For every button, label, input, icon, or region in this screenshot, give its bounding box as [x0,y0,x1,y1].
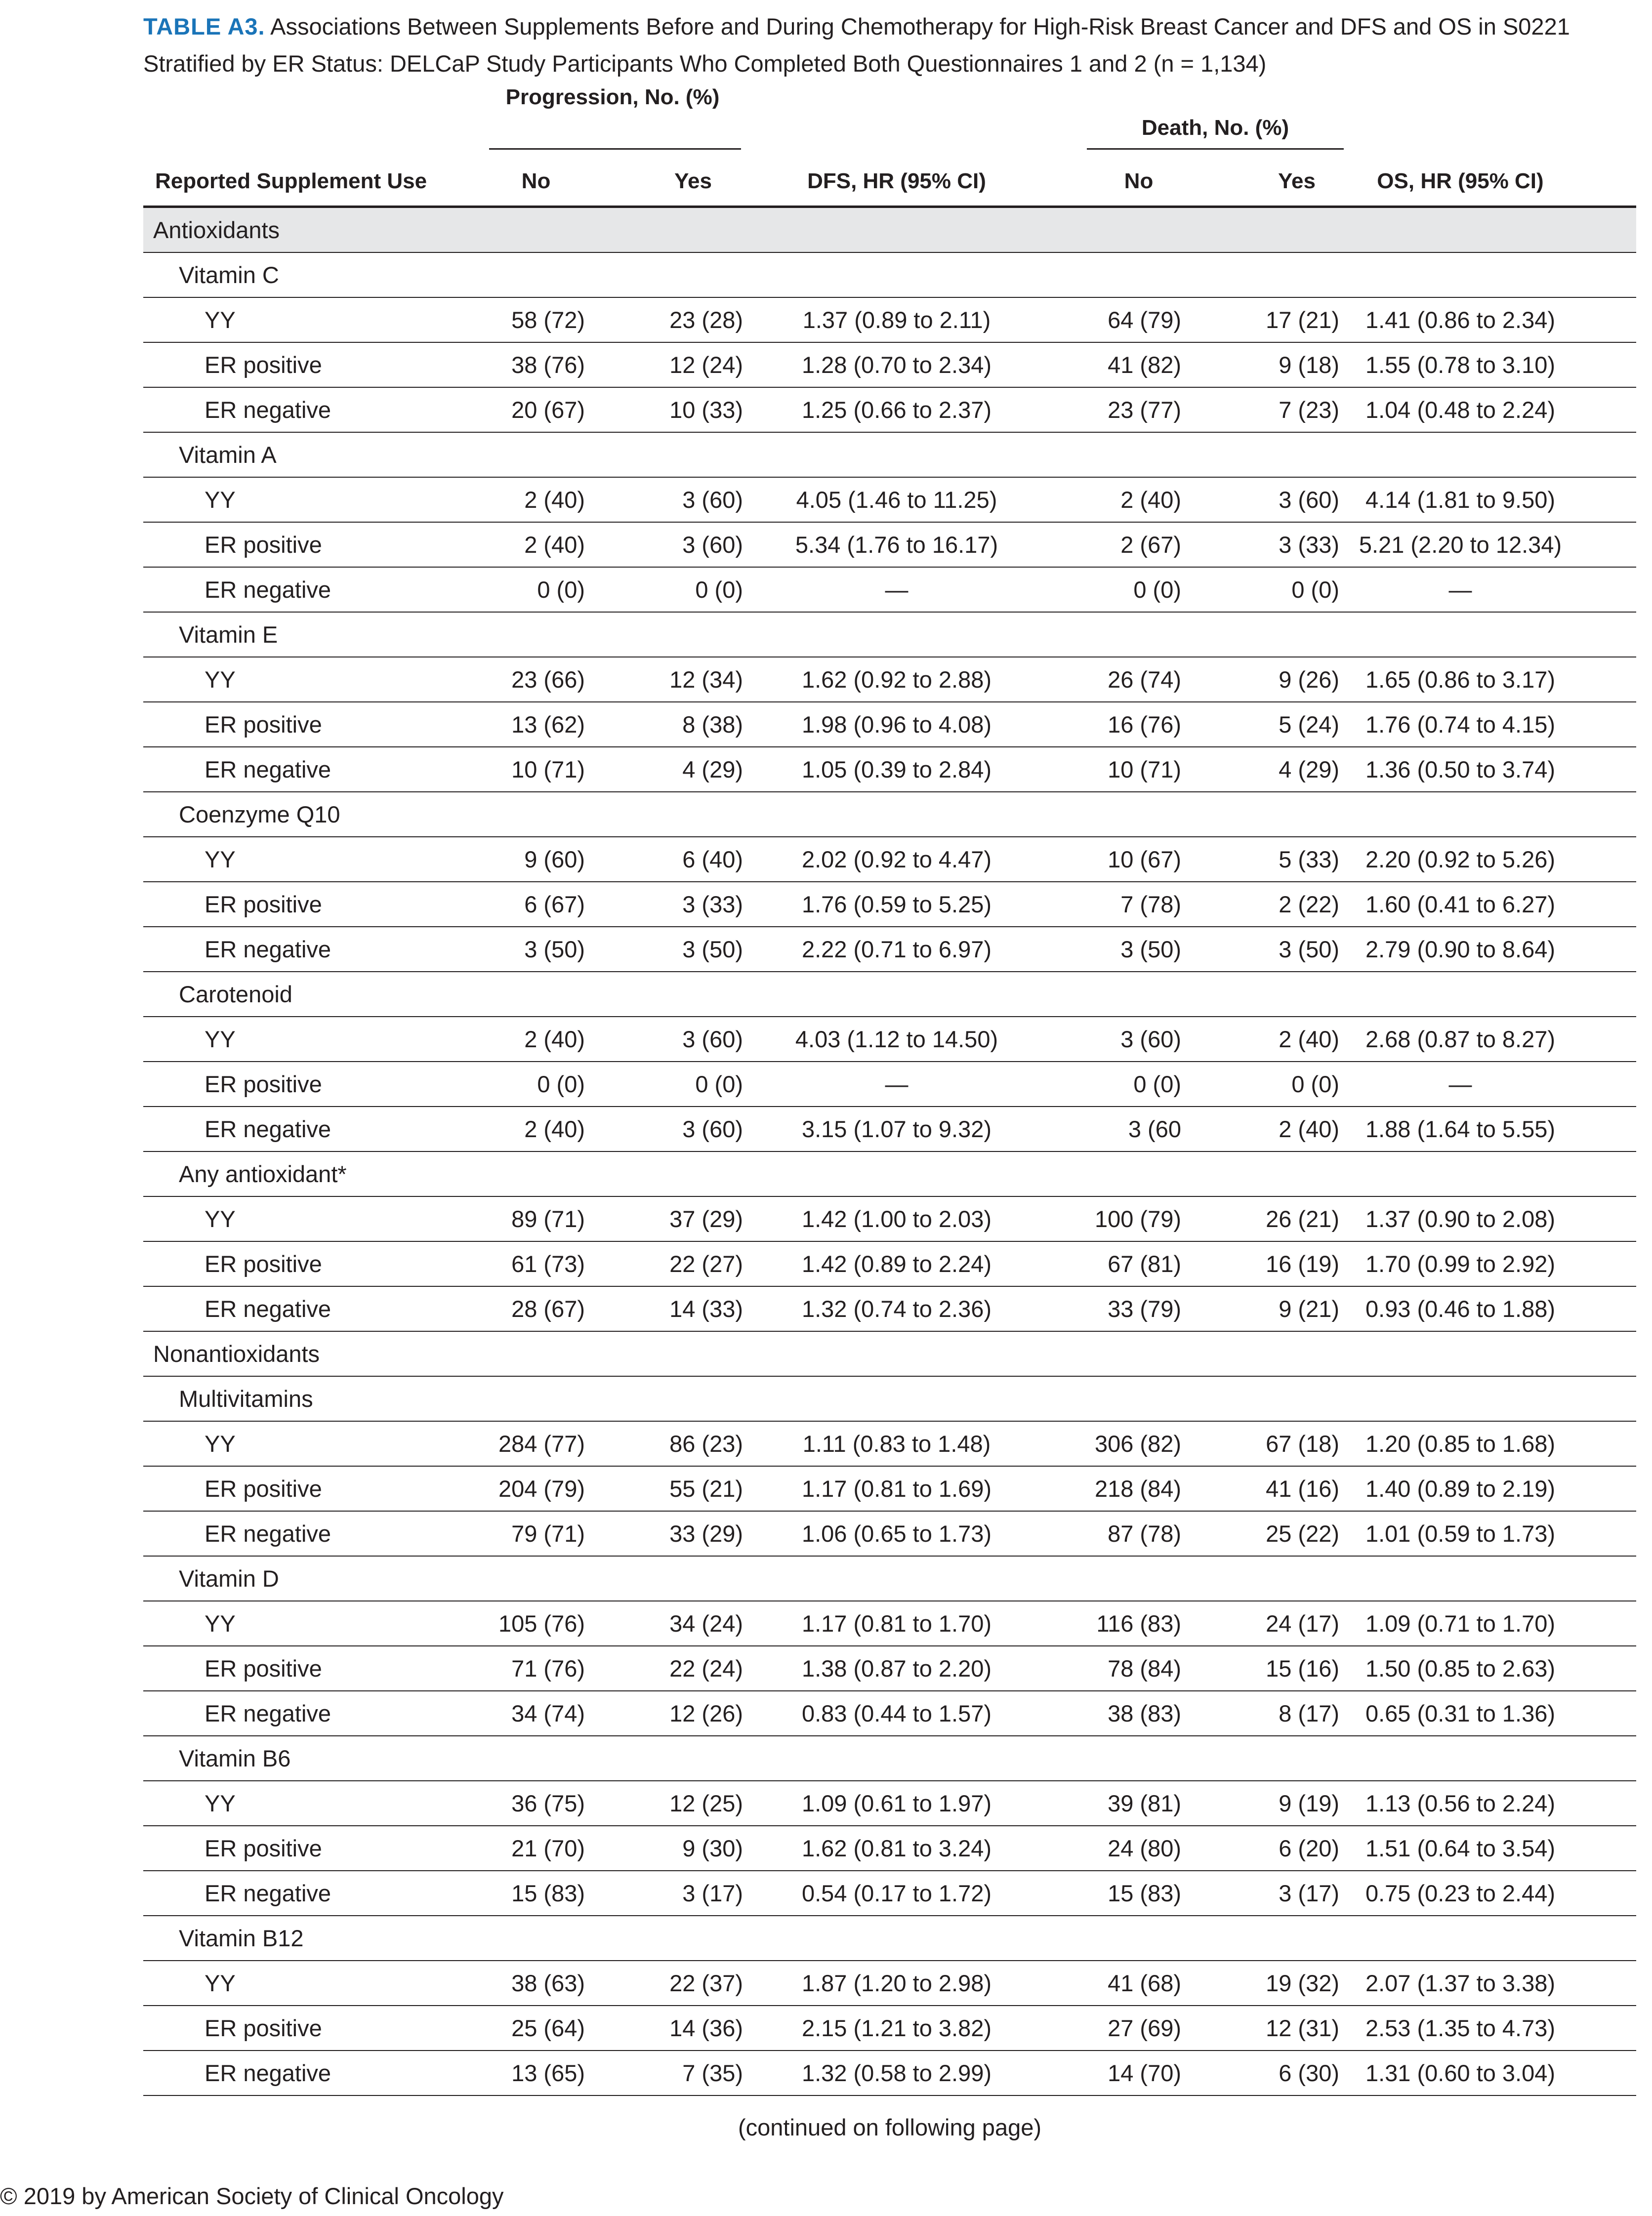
dfs-hr-cell: 0.54 (0.17 to 1.72) [801,1880,992,1906]
os-hr-cell: 1.09 (0.71 to 1.70) [1365,1610,1556,1637]
col-header-supplement: Reported Supplement Use [155,169,427,193]
os-hr-cell: 1.20 (0.85 to 1.68) [1365,1431,1556,1457]
dfs-hr-cell: 1.87 (1.20 to 2.98) [801,1970,992,1996]
death-yes-cell: 15 (16) [1266,1655,1339,1682]
table-row [143,1467,1636,1512]
progression-group-header: Progression, No. (%) [505,85,720,109]
row-label: ER negative [205,756,331,782]
table-row [143,523,1636,568]
table-row [143,2051,1636,2096]
progression-no-cell: 20 (67) [511,397,585,423]
progression-no-cell: 10 (71) [511,756,585,782]
table-section-row [143,208,1636,253]
death-yes-cell: 2 (40) [1279,1026,1339,1052]
progression-yes-cell: 12 (24) [669,352,743,378]
progression-yes-cell: 14 (33) [669,1296,743,1322]
dfs-hr-cell: 2.22 (0.71 to 6.97) [801,936,992,962]
table-row [143,882,1636,927]
progression-no-cell: 25 (64) [511,2015,585,2041]
os-hr-cell: 2.20 (0.92 to 5.26) [1365,846,1556,872]
dfs-hr-cell: 2.15 (1.21 to 3.82) [801,2015,992,2041]
progression-no-cell: 36 (75) [511,1790,585,1816]
progression-no-cell: 2 (40) [524,487,585,513]
row-label: YY [205,1431,236,1457]
death-yes-cell: 7 (23) [1279,397,1339,423]
row-label: Vitamin C [179,262,279,288]
copyright-footer: © 2019 by American Society of Clinical Oncology [0,2183,504,2209]
progression-yes-cell: 10 (33) [669,397,743,423]
death-no-cell: 306 (82) [1094,1431,1181,1457]
death-yes-cell: 9 (21) [1279,1296,1339,1322]
progression-no-cell: 61 (73) [511,1251,585,1277]
dfs-hr-cell: 4.03 (1.12 to 14.50) [795,1026,998,1052]
death-yes-cell: 24 (17) [1266,1610,1339,1637]
progression-no-cell: 2 (40) [524,1116,585,1142]
progression-no-cell: 204 (79) [498,1476,585,1502]
death-no-cell: 16 (76) [1108,711,1181,738]
progression-yes-cell: 7 (35) [682,2060,743,2086]
progression-yes-cell: 0 (0) [695,1071,743,1097]
table-row [143,568,1636,613]
row-label: ER negative [205,936,331,962]
table-row [143,1646,1636,1691]
table-group-row [143,1377,1636,1422]
table-row [143,343,1636,388]
table-row [143,478,1636,523]
row-label: Nonantioxidants [153,1341,320,1367]
death-yes-cell: 9 (18) [1279,352,1339,378]
table-group-row [143,433,1636,478]
os-hr-cell: 1.04 (0.48 to 2.24) [1365,397,1556,423]
progression-no-cell: 6 (67) [524,891,585,917]
progression-yes-cell: 22 (37) [669,1970,743,1996]
row-label: Carotenoid [179,981,292,1007]
os-hr-cell: 0.65 (0.31 to 1.36) [1365,1700,1556,1726]
progression-yes-cell: 55 (21) [669,1476,743,1502]
row-label: YY [205,307,236,333]
row-label: ER negative [205,1700,331,1726]
progression-yes-cell: 86 (23) [669,1431,743,1457]
death-yes-cell: 4 (29) [1279,756,1339,782]
progression-yes-cell: 8 (38) [682,711,743,738]
progression-no-cell: 89 (71) [511,1206,585,1232]
progression-no-cell: 38 (76) [511,352,585,378]
death-group-header: Death, No. (%) [1141,116,1289,140]
death-no-cell: 24 (80) [1108,1835,1181,1861]
table-row [143,1601,1636,1646]
progression-no-cell: 13 (62) [511,711,585,738]
continued-note: (continued on following page) [738,2114,1042,2140]
os-hr-cell: 1.60 (0.41 to 6.27) [1365,891,1556,917]
progression-no-cell: 23 (66) [511,666,585,693]
os-hr-cell: 2.79 (0.90 to 8.64) [1365,936,1556,962]
row-label: YY [205,1790,236,1816]
row-label: ER negative [205,1520,331,1547]
death-yes-cell: 8 (17) [1279,1700,1339,1726]
table-row [143,1871,1636,1916]
row-label: Vitamin B6 [179,1745,291,1771]
death-yes-cell: 17 (21) [1266,307,1339,333]
death-yes-cell: 2 (40) [1279,1116,1339,1142]
death-no-cell: 2 (40) [1120,487,1181,513]
table-row [143,657,1636,702]
progression-yes-cell: 3 (60) [682,487,743,513]
row-label: YY [205,487,236,513]
os-hr-cell: 4.14 (1.81 to 9.50) [1365,487,1556,513]
progression-no-cell: 284 (77) [498,1431,585,1457]
table-body [143,208,1636,2096]
os-hr-cell: — [1448,576,1472,603]
death-yes-cell: 16 (19) [1266,1251,1339,1277]
table-row [143,927,1636,972]
table-row [143,702,1636,747]
os-hr-cell: 5.21 (2.20 to 12.34) [1359,532,1562,558]
dfs-hr-cell: 2.02 (0.92 to 4.47) [801,846,992,872]
death-no-cell: 67 (81) [1108,1251,1181,1277]
os-hr-cell: — [1448,1071,1472,1097]
death-no-cell: 27 (69) [1108,2015,1181,2041]
death-no-cell: 2 (67) [1120,532,1181,558]
death-no-cell: 7 (78) [1120,891,1181,917]
dfs-hr-cell: 1.32 (0.58 to 2.99) [801,2060,992,2086]
dfs-hr-cell: 0.83 (0.44 to 1.57) [801,1700,992,1726]
death-no-cell: 39 (81) [1108,1790,1181,1816]
death-no-cell: 3 (60) [1120,1026,1181,1052]
progression-yes-cell: 3 (50) [682,936,743,962]
row-label: ER positive [205,1071,322,1097]
table-row [143,2006,1636,2051]
row-label: ER negative [205,397,331,423]
death-yes-cell: 9 (19) [1279,1790,1339,1816]
row-label: YY [205,666,236,693]
os-hr-cell: 1.55 (0.78 to 3.10) [1365,352,1556,378]
row-label: ER positive [205,1835,322,1861]
death-no-cell: 116 (83) [1096,1610,1181,1637]
row-label: ER negative [205,1116,331,1142]
death-no-cell: 41 (68) [1108,1970,1181,1996]
progression-yes-cell: 23 (28) [669,307,743,333]
dfs-hr-cell: — [885,1071,909,1097]
death-no-cell: 64 (79) [1108,307,1181,333]
table-row [143,1287,1636,1332]
row-label: Any antioxidant* [179,1161,347,1187]
row-label: YY [205,846,236,872]
row-label: Vitamin D [179,1565,279,1592]
dfs-hr-cell: 1.76 (0.59 to 5.25) [801,891,992,917]
progression-no-cell: 9 (60) [524,846,585,872]
row-label: Antioxidants [153,217,280,243]
dfs-hr-cell: 1.42 (0.89 to 2.24) [801,1251,992,1277]
row-label: Vitamin A [179,442,277,468]
death-group-rule [1087,148,1344,150]
row-label: ER positive [205,532,322,558]
os-hr-cell: 1.50 (0.85 to 2.63) [1365,1655,1556,1682]
death-yes-cell: 19 (32) [1266,1970,1339,1996]
dfs-hr-cell: 1.32 (0.74 to 2.36) [801,1296,992,1322]
progression-no-cell: 15 (83) [511,1880,585,1906]
death-yes-cell: 5 (33) [1279,846,1339,872]
progression-no-cell: 58 (72) [511,307,585,333]
row-label: Vitamin B12 [179,1925,304,1951]
table-caption [143,8,1635,82]
dfs-hr-cell: 3.15 (1.07 to 9.32) [801,1116,992,1142]
row-label: Multivitamins [179,1386,313,1412]
death-no-cell: 3 (60 [1128,1116,1181,1142]
table-row [143,1107,1636,1152]
os-hr-cell: 1.76 (0.74 to 4.15) [1365,711,1556,738]
table-caption-text: Associations Between Supplements Before and During Chemotherapy for High-Risk Breast Cancer and DFS and OS in S0221 Stratified by ER Status: DELCaP Study Participants Who Completed Both Questionnaires 1 and 2 (n = 1,134) [143,13,1570,77]
death-yes-cell: 0 (0) [1291,1071,1339,1097]
death-yes-cell: 6 (30) [1279,2060,1339,2086]
death-no-cell: 10 (67) [1108,846,1181,872]
col-header-dfs: DFS, HR (95% CI) [807,169,986,193]
os-hr-cell: 0.93 (0.46 to 1.88) [1365,1296,1556,1322]
progression-yes-cell: 9 (30) [682,1835,743,1861]
dfs-hr-cell: 1.37 (0.89 to 2.11) [802,307,991,333]
row-label: Vitamin E [179,621,278,648]
table-group-row [143,1916,1636,1961]
os-hr-cell: 2.07 (1.37 to 3.38) [1365,1970,1556,1996]
row-label: YY [205,1610,236,1637]
table-row [143,1781,1636,1826]
os-hr-cell: 2.53 (1.35 to 4.73) [1365,2015,1556,2041]
col-header-death-yes: Yes [1278,169,1316,193]
progression-no-cell: 38 (63) [511,1970,585,1996]
death-no-cell: 218 (84) [1094,1476,1181,1502]
table-row [143,298,1636,343]
progression-no-cell: 71 (76) [511,1655,585,1682]
col-header-death-no: No [1124,169,1154,193]
death-no-cell: 87 (78) [1108,1520,1181,1547]
dfs-hr-cell: 1.05 (0.39 to 2.84) [801,756,992,782]
progression-yes-cell: 37 (29) [669,1206,743,1232]
progression-group-rule [489,148,741,150]
progression-no-cell: 0 (0) [537,1071,585,1097]
death-yes-cell: 2 (22) [1279,891,1339,917]
dfs-hr-cell: 1.28 (0.70 to 2.34) [801,352,992,378]
table-row [143,1197,1636,1242]
os-hr-cell: 1.31 (0.60 to 3.04) [1365,2060,1556,2086]
table-row [143,1961,1636,2006]
table-row [143,388,1636,433]
progression-yes-cell: 0 (0) [695,576,743,603]
death-yes-cell: 3 (50) [1279,936,1339,962]
progression-yes-cell: 3 (60) [682,1116,743,1142]
row-label: Coenzyme Q10 [179,801,340,827]
progression-yes-cell: 6 (40) [682,846,743,872]
row-label: ER negative [205,1880,331,1906]
death-no-cell: 14 (70) [1108,2060,1181,2086]
death-yes-cell: 9 (26) [1279,666,1339,693]
table-group-row [143,1152,1636,1197]
row-label: ER negative [205,576,331,603]
table-group-row [143,253,1636,298]
progression-yes-cell: 14 (36) [669,2015,743,2041]
death-yes-cell: 3 (17) [1279,1880,1339,1906]
os-hr-cell: 1.01 (0.59 to 1.73) [1365,1520,1556,1547]
os-hr-cell: 1.13 (0.56 to 2.24) [1365,1790,1556,1816]
death-yes-cell: 25 (22) [1266,1520,1339,1547]
death-no-cell: 100 (79) [1094,1206,1181,1232]
progression-yes-cell: 3 (33) [682,891,743,917]
row-label: YY [205,1026,236,1052]
progression-no-cell: 79 (71) [511,1520,585,1547]
dfs-hr-cell: 1.17 (0.81 to 1.69) [801,1476,992,1502]
death-no-cell: 23 (77) [1108,397,1181,423]
progression-yes-cell: 12 (34) [669,666,743,693]
row-label: ER positive [205,352,322,378]
os-hr-cell: 1.36 (0.50 to 3.74) [1365,756,1556,782]
death-yes-cell: 5 (24) [1279,711,1339,738]
os-hr-cell: 1.41 (0.86 to 2.34) [1365,307,1556,333]
dfs-hr-cell: 1.25 (0.66 to 2.37) [801,397,992,423]
table-row [143,1422,1636,1467]
progression-yes-cell: 12 (25) [669,1790,743,1816]
death-no-cell: 0 (0) [1133,1071,1181,1097]
os-hr-cell: 1.51 (0.64 to 3.54) [1365,1835,1556,1861]
dfs-hr-cell: 1.62 (0.92 to 2.88) [801,666,992,693]
dfs-hr-cell: 1.42 (1.00 to 2.03) [801,1206,992,1232]
death-yes-cell: 41 (16) [1266,1476,1339,1502]
table-section-row [143,1332,1636,1377]
death-no-cell: 15 (83) [1108,1880,1181,1906]
row-label: ER positive [205,891,322,917]
dfs-hr-cell: 5.34 (1.76 to 16.17) [795,532,998,558]
dfs-hr-cell: 1.06 (0.65 to 1.73) [801,1520,992,1547]
dfs-hr-cell: — [885,576,909,603]
progression-no-cell: 34 (74) [511,1700,585,1726]
row-label: ER positive [205,1251,322,1277]
row-label: ER negative [205,1296,331,1322]
os-hr-cell: 1.65 (0.86 to 3.17) [1365,666,1556,693]
progression-no-cell: 2 (40) [524,532,585,558]
progression-yes-cell: 4 (29) [682,756,743,782]
dfs-hr-cell: 1.62 (0.81 to 3.24) [801,1835,992,1861]
progression-yes-cell: 3 (60) [682,532,743,558]
table-group-row [143,613,1636,657]
row-label: ER positive [205,1476,322,1502]
progression-yes-cell: 12 (26) [669,1700,743,1726]
table-group-row [143,1736,1636,1781]
dfs-hr-cell: 4.05 (1.46 to 11.25) [796,487,997,513]
table-row [143,1826,1636,1871]
table-label: TABLE A3. [143,13,265,40]
dfs-hr-cell: 1.98 (0.96 to 4.08) [801,711,992,738]
death-no-cell: 78 (84) [1108,1655,1181,1682]
os-hr-cell: 1.37 (0.90 to 2.08) [1365,1206,1556,1232]
table-row [143,747,1636,792]
table-group-row [143,792,1636,837]
progression-no-cell: 13 (65) [511,2060,585,2086]
death-no-cell: 26 (74) [1108,666,1181,693]
os-hr-cell: 2.68 (0.87 to 8.27) [1365,1026,1556,1052]
row-label: ER positive [205,711,322,738]
death-yes-cell: 6 (20) [1279,1835,1339,1861]
dfs-hr-cell: 1.11 (0.83 to 1.48) [802,1431,991,1457]
progression-no-cell: 3 (50) [524,936,585,962]
progression-yes-cell: 33 (29) [669,1520,743,1547]
table-row [143,1242,1636,1287]
row-label: YY [205,1970,236,1996]
table-row [143,837,1636,882]
row-label: ER positive [205,2015,322,2041]
col-header-os: OS, HR (95% CI) [1377,169,1544,193]
dfs-hr-cell: 1.38 (0.87 to 2.20) [801,1655,992,1682]
table-group-row [143,972,1636,1017]
death-no-cell: 41 (82) [1108,352,1181,378]
os-hr-cell: 1.40 (0.89 to 2.19) [1365,1476,1556,1502]
progression-no-cell: 21 (70) [511,1835,585,1861]
progression-no-cell: 105 (76) [498,1610,585,1637]
death-no-cell: 3 (50) [1120,936,1181,962]
os-hr-cell: 0.75 (0.23 to 2.44) [1365,1880,1556,1906]
row-label: ER positive [205,1655,322,1682]
death-no-cell: 0 (0) [1133,576,1181,603]
death-no-cell: 33 (79) [1108,1296,1181,1322]
progression-no-cell: 2 (40) [524,1026,585,1052]
death-yes-cell: 0 (0) [1291,576,1339,603]
col-header-progression-no: No [521,169,551,193]
progression-yes-cell: 22 (27) [669,1251,743,1277]
table-row [143,1062,1636,1107]
os-hr-cell: 1.70 (0.99 to 2.92) [1365,1251,1556,1277]
death-yes-cell: 3 (33) [1279,532,1339,558]
progression-yes-cell: 22 (24) [669,1655,743,1682]
dfs-hr-cell: 1.09 (0.61 to 1.97) [801,1790,992,1816]
col-header-progression-yes: Yes [674,169,712,193]
table-row [143,1691,1636,1736]
death-yes-cell: 3 (60) [1279,487,1339,513]
progression-yes-cell: 34 (24) [669,1610,743,1637]
progression-yes-cell: 3 (17) [682,1880,743,1906]
table-row [143,1017,1636,1062]
progression-no-cell: 0 (0) [537,576,585,603]
table-group-row [143,1557,1636,1601]
row-label: ER negative [205,2060,331,2086]
table-row [143,1512,1636,1557]
progression-yes-cell: 3 (60) [682,1026,743,1052]
death-yes-cell: 12 (31) [1266,2015,1339,2041]
death-no-cell: 10 (71) [1108,756,1181,782]
death-yes-cell: 67 (18) [1266,1431,1339,1457]
row-label: YY [205,1206,236,1232]
progression-no-cell: 28 (67) [511,1296,585,1322]
death-yes-cell: 26 (21) [1266,1206,1339,1232]
os-hr-cell: 1.88 (1.64 to 5.55) [1365,1116,1556,1142]
data-table [143,205,1636,2096]
death-no-cell: 38 (83) [1108,1700,1181,1726]
dfs-hr-cell: 1.17 (0.81 to 1.70) [801,1610,992,1637]
